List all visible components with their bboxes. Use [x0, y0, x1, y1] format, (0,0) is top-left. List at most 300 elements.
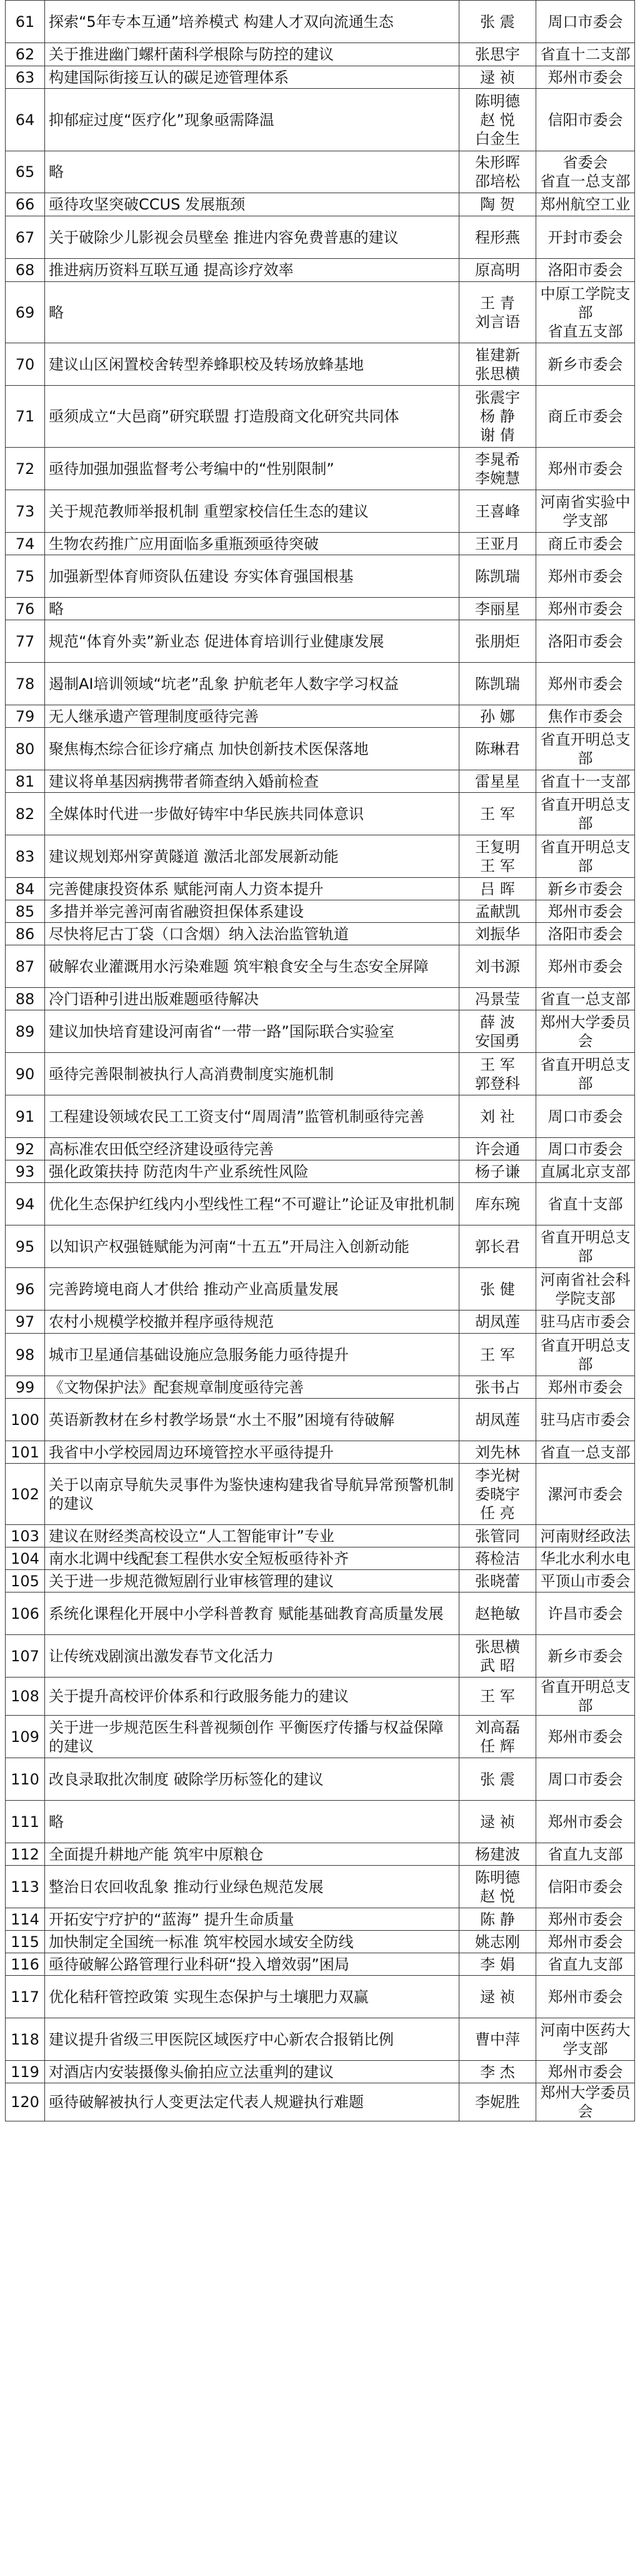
- author-unit-cell: [536, 216, 635, 259]
- author-unit-cell: [536, 1138, 635, 1160]
- author-name-cell: [459, 923, 536, 945]
- row-number-cell: [6, 1, 45, 43]
- table-row: [6, 1908, 635, 1931]
- author-unit: 许昌市委会: [548, 1604, 623, 1623]
- proposal-title: 工程建设领域农民工工资支付“周周清”监管机制亟待完善: [49, 1107, 424, 1125]
- row-number-cell: [6, 620, 45, 663]
- proposal-title-cell: [45, 1160, 459, 1183]
- author-name-cell: [459, 1866, 536, 1908]
- author-name: 王喜峰: [475, 502, 520, 520]
- author-unit-cell: [536, 1183, 635, 1225]
- proposal-title: 建议加快培育建设河南省“一带一路”国际联合实验室: [49, 1022, 394, 1040]
- author-name-cell: [459, 835, 536, 878]
- author-name: 刘书源: [475, 957, 520, 975]
- author-unit: 郑州航空工业: [540, 196, 631, 213]
- author-unit-cell: [536, 1, 635, 43]
- table-row: [6, 1758, 635, 1801]
- author-name-cell: [459, 1268, 536, 1311]
- author-unit: 郑州市委会: [548, 1988, 623, 2006]
- row-number-cell: [6, 1095, 45, 1138]
- proposal-title-cell: [45, 193, 459, 216]
- table-row: [6, 1441, 635, 1464]
- author-unit: 郑州市委会: [548, 902, 623, 920]
- author-unit-cell: [536, 663, 635, 705]
- proposal-title: 冷门语种引进出版难题亟待解决: [49, 990, 259, 1008]
- author-unit: 河南中医药大学支部: [540, 2021, 631, 2058]
- author-unit: 信阳市委会: [548, 1878, 623, 1896]
- author-name-cell: [459, 1843, 536, 1866]
- row-number-cell: [6, 1010, 45, 1053]
- author-unit: 郑州大学委员会: [540, 1013, 631, 1050]
- author-name-cell: [459, 770, 536, 793]
- author-unit: 郑州市委会: [548, 567, 623, 585]
- proposal-title-cell: [45, 1376, 459, 1399]
- author-unit-cell: [536, 945, 635, 988]
- table-row: [6, 555, 635, 598]
- proposal-title: 建议在财经类高校设立“人工智能审计”专业: [49, 1527, 334, 1545]
- proposal-title-cell: [45, 1334, 459, 1376]
- row-number-cell: [6, 2061, 45, 2083]
- row-number: 107: [11, 1647, 39, 1665]
- author-name: 张思横 武 昭: [475, 1638, 520, 1674]
- author-name: 李丽星: [475, 600, 520, 618]
- author-unit: 河南省社会科学院支部: [540, 1270, 631, 1307]
- author-unit-cell: [536, 1525, 635, 1547]
- row-number-cell: [6, 1866, 45, 1908]
- author-unit: 郑州市委会: [548, 957, 623, 975]
- author-unit: 省直一总支部: [540, 990, 631, 1008]
- author-name-cell: [459, 1635, 536, 1678]
- author-name: 李光树 委晓宇 任 亮: [475, 1466, 520, 1522]
- table-row: [6, 1976, 635, 2018]
- author-unit: 郑州市委会: [548, 2063, 623, 2081]
- row-number: 79: [15, 707, 35, 725]
- table-row: [6, 1635, 635, 1678]
- row-number: 105: [11, 1572, 39, 1590]
- row-number-cell: [6, 923, 45, 945]
- proposal-title: 亟须成立“大邑商”研究联盟 打造殷商文化研究共同体: [49, 408, 399, 425]
- proposal-title-cell: [45, 386, 459, 448]
- row-number: 96: [15, 1280, 35, 1298]
- row-number: 76: [15, 600, 35, 618]
- row-number-cell: [6, 1225, 45, 1268]
- author-unit-cell: [536, 2018, 635, 2061]
- author-name-cell: [459, 1, 536, 43]
- proposal-title: 探索“5年专本互通”培养模式 构建人才双向流通生态: [49, 13, 394, 31]
- author-name: 逯 祯: [480, 68, 515, 86]
- row-number: 67: [15, 228, 35, 246]
- author-name-cell: [459, 1976, 536, 2018]
- proposal-table-body: [6, 1, 635, 2121]
- proposal-title: 优化秸秆管控政策 实现生态保护与土壤肥力双赢: [49, 1988, 369, 2006]
- author-unit: 省直开明总支部: [540, 838, 631, 875]
- author-name: 张 健: [480, 1280, 515, 1298]
- author-name: 吕 晖: [480, 880, 515, 898]
- row-number: 78: [15, 675, 35, 693]
- proposal-title-cell: [45, 663, 459, 705]
- row-number-cell: [6, 835, 45, 878]
- author-unit: 省委会 省直一总支部: [540, 154, 631, 190]
- proposal-title: 构建国际街接互认的碳足迹管理体系: [49, 68, 289, 86]
- author-unit-cell: [536, 1095, 635, 1138]
- author-unit-cell: [536, 598, 635, 620]
- author-unit: 洛阳市委会: [548, 925, 623, 943]
- table-row: [6, 598, 635, 620]
- table-row: [6, 1095, 635, 1138]
- table-row: [6, 1866, 635, 1908]
- row-number-cell: [6, 900, 45, 923]
- proposal-title-cell: [45, 728, 459, 770]
- table-row: [6, 1311, 635, 1334]
- proposal-title-cell: [45, 1525, 459, 1547]
- author-name: 胡凤莲: [475, 1313, 520, 1331]
- row-number-cell: [6, 1334, 45, 1376]
- row-number-cell: [6, 282, 45, 343]
- proposal-title: 关于推进幽门螺杆菌科学根除与防控的建议: [49, 46, 334, 63]
- table-row: [6, 923, 635, 945]
- table-row: [6, 1376, 635, 1399]
- proposal-title: 城市卫星通信基础设施应急服务能力亟待提升: [49, 1346, 349, 1364]
- row-number: 110: [11, 1770, 39, 1788]
- proposal-title: 建议提升省级三甲医院区域医疗中心新农合报销比例: [49, 2030, 394, 2048]
- author-name: 王 军 郭登科: [475, 1055, 520, 1092]
- row-number-cell: [6, 66, 45, 89]
- author-unit: 周口市委会: [548, 1140, 623, 1158]
- proposal-title-cell: [45, 1678, 459, 1716]
- proposal-title: 对酒店内安装摄像头偷拍应立法重判的建议: [49, 2063, 334, 2081]
- author-name-cell: [459, 1138, 536, 1160]
- row-number: 62: [15, 46, 35, 63]
- table-row: [6, 343, 635, 386]
- author-unit-cell: [536, 923, 635, 945]
- proposal-title: 推进病历资料互联互通 提高诊疗效率: [49, 261, 294, 279]
- proposal-title: 关于进一步规范医生科普视频创作 平衡医疗传播与权益保障的建议: [49, 1718, 444, 1755]
- author-name-cell: [459, 793, 536, 835]
- author-unit: 省直九支部: [548, 1955, 623, 1973]
- proposal-title-cell: [45, 705, 459, 728]
- row-number-cell: [6, 533, 45, 555]
- author-unit-cell: [536, 43, 635, 66]
- proposal-title-cell: [45, 598, 459, 620]
- author-name-cell: [459, 1225, 536, 1268]
- author-name-cell: [459, 728, 536, 770]
- row-number-cell: [6, 386, 45, 448]
- proposal-title-cell: [45, 945, 459, 988]
- row-number-cell: [6, 1525, 45, 1547]
- author-name: 蒋检洁: [475, 1549, 520, 1567]
- author-name: 薛 波 安国勇: [475, 1013, 520, 1050]
- author-name-cell: [459, 533, 536, 555]
- table-row: [6, 900, 635, 923]
- proposal-title: 高标准农田低空经济建设亟待完善: [49, 1140, 274, 1158]
- table-row: [6, 793, 635, 835]
- proposal-title: 我省中小学校园周边环境管控水平亟待提升: [49, 1443, 334, 1461]
- table-row: [6, 1010, 635, 1053]
- author-name-cell: [459, 1547, 536, 1570]
- table-row: [6, 945, 635, 988]
- author-name-cell: [459, 1441, 536, 1464]
- proposal-title-cell: [45, 1138, 459, 1160]
- proposal-title: 关于规范教师举报机制 重塑家校信任生态的建议: [49, 502, 369, 520]
- row-number: 68: [15, 261, 35, 279]
- author-unit-cell: [536, 448, 635, 490]
- author-unit: 中原工学院支部 省直五支部: [540, 284, 631, 340]
- row-number: 120: [11, 2093, 39, 2111]
- author-name: 李妮胜: [475, 2093, 520, 2111]
- proposal-title-cell: [45, 1592, 459, 1635]
- author-unit: 郑州市委会: [548, 460, 623, 478]
- author-unit: 新乡市委会: [548, 880, 623, 898]
- row-number: 74: [15, 535, 35, 553]
- author-name-cell: [459, 282, 536, 343]
- author-unit-cell: [536, 620, 635, 663]
- author-unit-cell: [536, 282, 635, 343]
- proposal-title: 规范“体育外卖”新业态 促进体育培训行业健康发展: [49, 632, 384, 650]
- author-unit: 郑州市委会: [548, 1378, 623, 1396]
- author-name: 张思宇: [475, 46, 520, 63]
- author-unit-cell: [536, 533, 635, 555]
- author-name: 张晓蕾: [475, 1572, 520, 1590]
- row-number-cell: [6, 193, 45, 216]
- author-name-cell: [459, 1095, 536, 1138]
- row-number: 89: [15, 1022, 35, 1040]
- proposal-title-cell: [45, 1976, 459, 2018]
- table-row: [6, 282, 635, 343]
- row-number-cell: [6, 705, 45, 728]
- author-unit: 省直一总支部: [540, 1443, 631, 1461]
- row-number-cell: [6, 2018, 45, 2061]
- author-name: 陶 贺: [480, 196, 515, 213]
- author-unit: 郑州市委会: [548, 1813, 623, 1831]
- table-row: [6, 2018, 635, 2061]
- author-name-cell: [459, 555, 536, 598]
- proposal-title: 加强新型体育师资队伍建设 夯实体育强国根基: [49, 567, 354, 585]
- proposal-title-cell: [45, 988, 459, 1010]
- author-name-cell: [459, 43, 536, 66]
- proposal-title-cell: [45, 770, 459, 793]
- row-number-cell: [6, 1908, 45, 1931]
- author-name: 曹中萍: [475, 2030, 520, 2048]
- author-name: 朱形晖 邵培松: [475, 154, 520, 190]
- author-unit: 郑州市委会: [548, 1728, 623, 1746]
- author-unit-cell: [536, 728, 635, 770]
- author-name-cell: [459, 66, 536, 89]
- proposal-title: 强化政策扶持 防范肉牛产业系统性风险: [49, 1162, 309, 1180]
- row-number: 112: [11, 1845, 39, 1863]
- proposal-title: 完善跨境电商人才供给 推动产业高质量发展: [49, 1280, 339, 1298]
- proposal-title-cell: [45, 1268, 459, 1311]
- author-name: 刘振华: [475, 925, 520, 943]
- author-unit: 商丘市委会: [548, 408, 623, 425]
- author-name-cell: [459, 1311, 536, 1334]
- row-number: 108: [11, 1688, 39, 1705]
- row-number-cell: [6, 1053, 45, 1095]
- author-unit: 新乡市委会: [548, 355, 623, 373]
- proposal-title-cell: [45, 216, 459, 259]
- author-unit-cell: [536, 490, 635, 533]
- author-unit: 开封市委会: [548, 228, 623, 246]
- author-unit-cell: [536, 555, 635, 598]
- row-number: 97: [15, 1313, 35, 1331]
- table-row: [6, 988, 635, 1010]
- proposal-title-cell: [45, 282, 459, 343]
- proposal-title: 遏制AI培训领域“坑老”乱象 护航老年人数字学习权益: [49, 675, 399, 693]
- proposal-title-cell: [45, 1547, 459, 1570]
- proposal-title: 生物农药推广应用面临多重瓶颈亟待突破: [49, 535, 319, 553]
- proposal-title-cell: [45, 151, 459, 193]
- row-number: 114: [11, 1910, 39, 1928]
- proposal-title-cell: [45, 1570, 459, 1592]
- author-name: 张 震: [480, 13, 515, 31]
- author-name-cell: [459, 705, 536, 728]
- row-number-cell: [6, 598, 45, 620]
- author-unit-cell: [536, 1801, 635, 1843]
- author-unit-cell: [536, 386, 635, 448]
- author-name: 程形燕: [475, 228, 520, 246]
- author-name: 库东琬: [475, 1195, 520, 1213]
- proposal-title: 全媒体时代进一步做好铸牢中华民族共同体意识: [49, 805, 364, 823]
- proposal-title: 关于提升高校评价体系和行政服务能力的建议: [49, 1688, 349, 1705]
- proposal-title-cell: [45, 900, 459, 923]
- row-number: 101: [11, 1443, 39, 1461]
- author-unit: 河南省实验中学支部: [540, 493, 631, 530]
- author-unit-cell: [536, 1635, 635, 1678]
- author-name-cell: [459, 1053, 536, 1095]
- author-name: 王 军: [480, 1346, 515, 1364]
- row-number-cell: [6, 1160, 45, 1183]
- proposal-title: 破解农业灌溉用水污染难题 筑牢粮食安全与生态安全屏障: [49, 957, 429, 975]
- author-name: 张震宇 杨 静 谢 倩: [475, 389, 520, 444]
- proposal-title-cell: [45, 89, 459, 151]
- author-unit-cell: [536, 66, 635, 89]
- author-unit-cell: [536, 2061, 635, 2083]
- author-unit: 驻马店市委会: [540, 1313, 631, 1331]
- row-number-cell: [6, 878, 45, 900]
- proposal-title-cell: [45, 43, 459, 66]
- proposal-title: 开拓安宁疗护的“蓝海” 提升生命质量: [49, 1910, 294, 1928]
- row-number-cell: [6, 43, 45, 66]
- table-row: [6, 1547, 635, 1570]
- author-unit-cell: [536, 2083, 635, 2121]
- proposal-title-cell: [45, 1, 459, 43]
- row-number: 80: [15, 740, 35, 758]
- row-number-cell: [6, 1570, 45, 1592]
- proposal-title-cell: [45, 555, 459, 598]
- table-row: [6, 1053, 635, 1095]
- row-number: 119: [11, 2063, 39, 2081]
- author-name: 许会通: [475, 1140, 520, 1158]
- row-number: 70: [15, 355, 35, 373]
- author-name-cell: [459, 1570, 536, 1592]
- row-number-cell: [6, 1931, 45, 1953]
- row-number-cell: [6, 555, 45, 598]
- author-unit-cell: [536, 1678, 635, 1716]
- proposal-title: 建议山区闲置校舍转型养蜂职校及转场放蜂基地: [49, 355, 364, 373]
- row-number-cell: [6, 1976, 45, 2018]
- author-unit: 省直开明总支部: [540, 730, 631, 767]
- author-name: 孟献凯: [475, 902, 520, 920]
- author-unit-cell: [536, 193, 635, 216]
- proposal-title-cell: [45, 1866, 459, 1908]
- author-unit: 漯河市委会: [548, 1485, 623, 1503]
- author-name-cell: [459, 1801, 536, 1843]
- author-unit-cell: [536, 1441, 635, 1464]
- author-unit-cell: [536, 1592, 635, 1635]
- author-unit: 省直十支部: [548, 1195, 623, 1213]
- author-unit: 省直开明总支部: [540, 1678, 631, 1714]
- author-unit: 周口市委会: [548, 13, 623, 31]
- author-unit: 省直十一支部: [540, 772, 631, 790]
- row-number: 88: [15, 990, 35, 1008]
- author-name-cell: [459, 2018, 536, 2061]
- table-row: [6, 835, 635, 878]
- row-number: 95: [15, 1237, 35, 1255]
- author-unit-cell: [536, 1547, 635, 1570]
- author-name: 王复明 王 军: [475, 838, 520, 875]
- author-name: 胡凤莲: [475, 1411, 520, 1429]
- proposal-title: 聚焦梅杰综合征诊疗痛点 加快创新技术医保落地: [49, 740, 369, 758]
- row-number-cell: [6, 1547, 45, 1570]
- row-number: 90: [15, 1065, 35, 1083]
- row-number: 66: [15, 196, 35, 213]
- row-number-cell: [6, 1464, 45, 1525]
- author-name-cell: [459, 259, 536, 282]
- row-number: 99: [15, 1378, 35, 1396]
- proposal-title-cell: [45, 2083, 459, 2121]
- author-unit-cell: [536, 835, 635, 878]
- row-number-cell: [6, 663, 45, 705]
- author-name: 姚志刚: [475, 1933, 520, 1951]
- author-name-cell: [459, 1908, 536, 1931]
- table-row: [6, 1268, 635, 1311]
- author-name-cell: [459, 1953, 536, 1976]
- author-unit: 驻马店市委会: [540, 1411, 631, 1429]
- table-row: [6, 878, 635, 900]
- proposal-title-cell: [45, 1053, 459, 1095]
- table-row: [6, 43, 635, 66]
- author-name-cell: [459, 490, 536, 533]
- author-unit-cell: [536, 1311, 635, 1334]
- author-unit: 焦作市委会: [548, 707, 623, 725]
- author-name-cell: [459, 1525, 536, 1547]
- proposal-title: 多措并举完善河南省融资担保体系建设: [49, 902, 304, 920]
- author-unit: 郑州市委会: [548, 1933, 623, 1951]
- row-number-cell: [6, 151, 45, 193]
- author-unit-cell: [536, 1931, 635, 1953]
- proposal-title-cell: [45, 1953, 459, 1976]
- author-name: 赵艳敏: [475, 1604, 520, 1623]
- proposal-title-cell: [45, 1931, 459, 1953]
- author-name: 李 娟: [480, 1955, 515, 1973]
- author-name-cell: [459, 988, 536, 1010]
- author-name-cell: [459, 1183, 536, 1225]
- proposal-title-cell: [45, 1801, 459, 1843]
- table-row: [6, 620, 635, 663]
- author-name: 陈明德 赵 悦 白金生: [475, 92, 520, 148]
- row-number-cell: [6, 1716, 45, 1758]
- proposal-title-cell: [45, 620, 459, 663]
- row-number: 109: [11, 1728, 39, 1746]
- proposal-title: 让传统戏剧演出激发春节文化活力: [49, 1647, 274, 1665]
- table-row: [6, 1525, 635, 1547]
- row-number: 71: [15, 408, 35, 425]
- proposal-title: 关于进一步规范微短剧行业审核管理的建议: [49, 1572, 334, 1590]
- row-number: 83: [15, 847, 35, 865]
- table-row: [6, 1464, 635, 1525]
- proposal-title-cell: [45, 343, 459, 386]
- author-unit-cell: [536, 705, 635, 728]
- author-unit-cell: [536, 1908, 635, 1931]
